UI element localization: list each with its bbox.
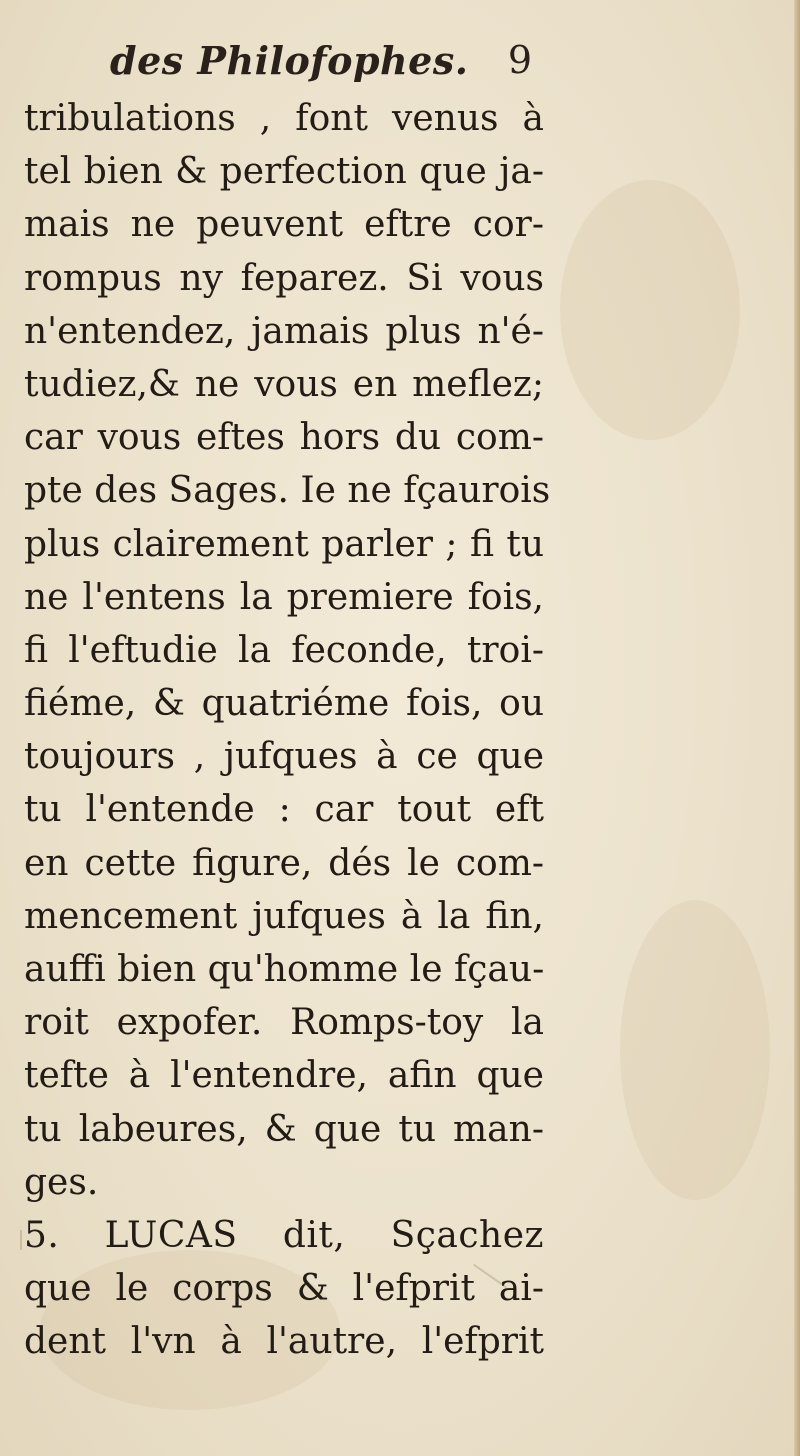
text-line: plus clairement parler ; fi tu xyxy=(24,523,544,565)
running-title: des Philofophes. xyxy=(110,38,469,83)
text-line: mencement jufques à la fin, xyxy=(24,895,544,937)
text-line: fiéme, & quatriéme fois, ou xyxy=(24,683,544,725)
text-line: tudiez,& ne vous en meflez; xyxy=(24,363,544,405)
text-line: car vous eftes hors du com- xyxy=(24,417,544,459)
text-line: tel bien & perfection que ja- xyxy=(24,151,544,193)
text-line: dent l'vn à l'autre, l'efprit xyxy=(24,1321,544,1363)
page-edge xyxy=(794,0,800,1456)
text-line: que le corps & l'efprit ai- xyxy=(24,1268,544,1310)
text-line: ges. xyxy=(24,1161,99,1203)
page-number: 9 xyxy=(507,38,532,82)
text-line: roit expofer. Romps-toy la xyxy=(24,1002,544,1044)
text-line: tu l'entende : car tout eft xyxy=(24,789,544,831)
paper-stain xyxy=(560,180,740,440)
text-line: tefte à l'entendre, afin que xyxy=(24,1055,544,1097)
text-line: mais ne peuvent eftre cor- xyxy=(24,204,544,246)
text-line: fi l'eftudie la feconde, troi- xyxy=(24,629,544,671)
text-line: en cette figure, dés le com- xyxy=(24,842,544,884)
body-text xyxy=(24,92,551,1369)
page-header xyxy=(110,38,540,92)
text-line: toujours , jufques à ce que xyxy=(24,736,544,778)
text-line: pte des Sages. Ie ne fçaurois xyxy=(24,470,551,512)
text-line: n'entendez, jamais plus n'é- xyxy=(24,310,544,352)
text-line: tu labeures, & que tu man- xyxy=(24,1108,544,1150)
bleed-through-mark xyxy=(20,1230,22,1250)
paper-stain xyxy=(620,900,770,1200)
section-start-line: 5. LUCAS dit, Sçachez xyxy=(24,1214,544,1256)
text-line: ne l'entens la premiere fois, xyxy=(24,576,544,618)
text-line: tribulations , font venus à xyxy=(24,98,544,139)
text-line: auffi bien qu'homme le fçau- xyxy=(24,949,545,990)
text-line: rompus ny feparez. Si vous xyxy=(24,257,544,299)
